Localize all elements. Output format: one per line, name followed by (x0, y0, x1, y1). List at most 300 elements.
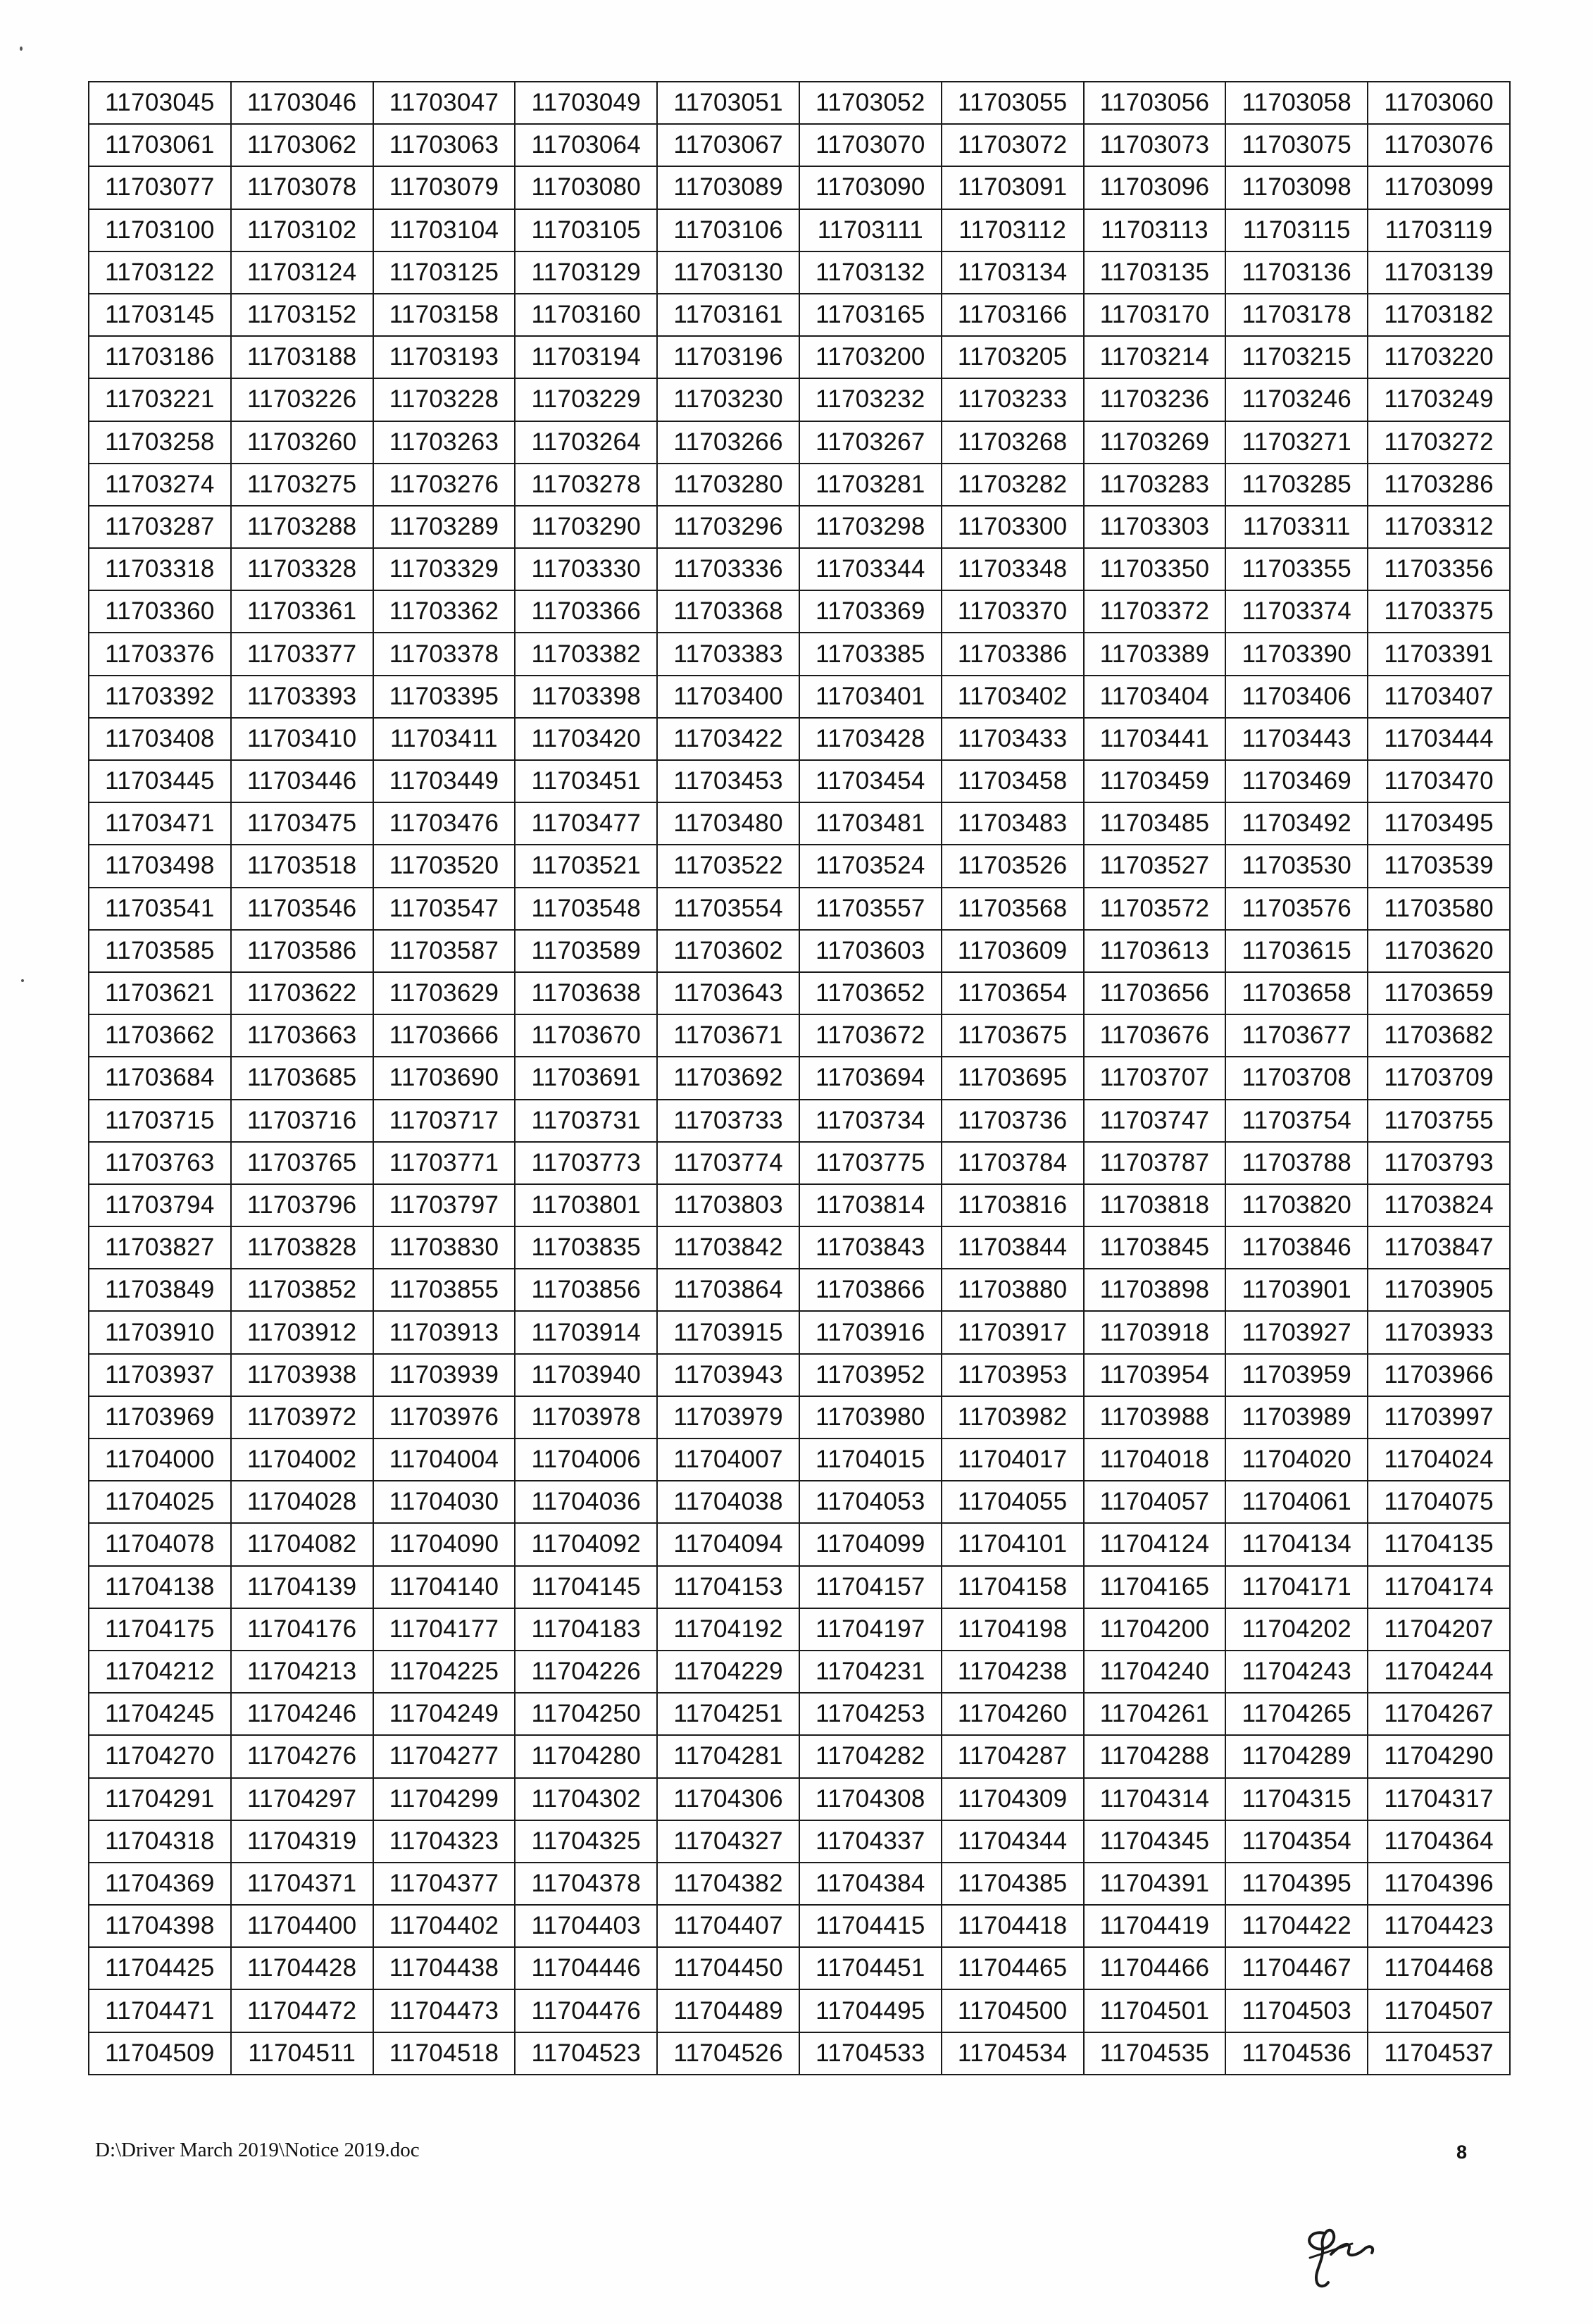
roll-number-cell: 11704402 (373, 1905, 516, 1947)
roll-number-cell: 11703585 (89, 930, 231, 972)
roll-number-cell: 11704004 (373, 1438, 516, 1481)
roll-number-cell: 11703047 (373, 82, 516, 124)
roll-number-cell: 11703898 (1084, 1269, 1226, 1311)
table-row (89, 930, 1510, 972)
roll-number-cell: 11703621 (89, 972, 231, 1014)
roll-number-cell: 11703658 (1225, 972, 1368, 1014)
table-row (89, 1269, 1510, 1311)
roll-number-cell: 11703129 (515, 251, 657, 294)
roll-number-cell: 11703386 (942, 633, 1084, 675)
roll-number-cell: 11703842 (657, 1226, 799, 1269)
roll-number-cell: 11703063 (373, 124, 516, 166)
roll-number-cell: 11704518 (373, 2032, 516, 2075)
roll-number-cell: 11703708 (1225, 1057, 1368, 1099)
roll-number-cell: 11703096 (1084, 166, 1226, 209)
roll-number-cell: 11703797 (373, 1184, 516, 1226)
roll-number-cell: 11704061 (1225, 1481, 1368, 1523)
roll-number-cell: 11703609 (942, 930, 1084, 972)
roll-number-cell: 11703731 (515, 1100, 657, 1142)
roll-number-cell: 11704489 (657, 1989, 799, 2032)
roll-number-cell: 11703296 (657, 506, 799, 548)
roll-number-cell: 11703445 (89, 760, 231, 802)
roll-number-cell: 11704226 (515, 1651, 657, 1693)
roll-number-cell: 11703638 (515, 972, 657, 1014)
roll-number-cell: 11704101 (942, 1523, 1084, 1565)
roll-number-cell: 11704318 (89, 1820, 231, 1863)
roll-number-cell: 11703676 (1084, 1014, 1226, 1057)
roll-number-cell: 11704261 (1084, 1693, 1226, 1735)
roll-number-cell: 11703229 (515, 378, 657, 421)
roll-number-cell: 11704213 (231, 1651, 373, 1693)
roll-number-cell: 11704075 (1368, 1481, 1510, 1523)
roll-number-cell: 11703428 (799, 718, 942, 760)
roll-number-cell: 11703952 (799, 1354, 942, 1396)
roll-number-cell: 11704344 (942, 1820, 1084, 1863)
roll-number-cell: 11703125 (373, 251, 516, 294)
roll-number-cell: 11703230 (657, 378, 799, 421)
roll-number-cell: 11703080 (515, 166, 657, 209)
roll-number-cell: 11703794 (89, 1184, 231, 1226)
roll-number-cell: 11703077 (89, 166, 231, 209)
roll-number-cell: 11704511 (231, 2032, 373, 2075)
roll-number-cell: 11703100 (89, 209, 231, 251)
roll-number-cell: 11704099 (799, 1523, 942, 1565)
roll-number-cell: 11703182 (1368, 294, 1510, 336)
roll-number-cell: 11704382 (657, 1863, 799, 1905)
roll-number-cell: 11703530 (1225, 845, 1368, 887)
roll-number-cell: 11704327 (657, 1820, 799, 1863)
roll-number-cell: 11704225 (373, 1651, 516, 1693)
roll-number-cell: 11703311 (1225, 506, 1368, 548)
roll-number-cell: 11704467 (1225, 1947, 1368, 1989)
roll-number-cell: 11703518 (231, 845, 373, 887)
table-row (89, 421, 1510, 464)
roll-number-cell: 11703521 (515, 845, 657, 887)
roll-number-cell: 11704202 (1225, 1608, 1368, 1651)
roll-number-cell: 11703754 (1225, 1100, 1368, 1142)
roll-number-cell: 11704384 (799, 1863, 942, 1905)
roll-number-cell: 11703654 (942, 972, 1084, 1014)
roll-number-cell: 11704407 (657, 1905, 799, 1947)
roll-number-cell: 11703913 (373, 1311, 516, 1353)
roll-number-cell: 11703771 (373, 1142, 516, 1184)
roll-number-cell: 11703856 (515, 1269, 657, 1311)
roll-number-cell: 11703454 (799, 760, 942, 802)
roll-number-cell: 11703774 (657, 1142, 799, 1184)
roll-number-cell: 11704308 (799, 1778, 942, 1820)
roll-number-cell: 11703796 (231, 1184, 373, 1226)
roll-number-cell: 11703090 (799, 166, 942, 209)
roll-number-cell: 11703988 (1084, 1396, 1226, 1438)
roll-number-cell: 11703132 (799, 251, 942, 294)
roll-number-cell: 11703283 (1084, 464, 1226, 506)
roll-number-cell: 11704153 (657, 1566, 799, 1608)
roll-number-cell: 11704418 (942, 1905, 1084, 1947)
roll-number-cell: 11703940 (515, 1354, 657, 1396)
roll-number-cell: 11703290 (515, 506, 657, 548)
roll-number-cell: 11703186 (89, 336, 231, 378)
roll-number-cell: 11704537 (1368, 2032, 1510, 2075)
roll-number-cell: 11703615 (1225, 930, 1368, 972)
roll-number-cell: 11703784 (942, 1142, 1084, 1184)
roll-number-cell: 11704371 (231, 1863, 373, 1905)
roll-number-cell: 11703613 (1084, 930, 1226, 972)
roll-number-cell: 11703194 (515, 336, 657, 378)
roll-number-cell: 11703717 (373, 1100, 516, 1142)
roll-number-cell: 11703915 (657, 1311, 799, 1353)
roll-number-cell: 11703098 (1225, 166, 1368, 209)
table-row (89, 760, 1510, 802)
roll-number-cell: 11704176 (231, 1608, 373, 1651)
roll-number-cell: 11703546 (231, 888, 373, 930)
roll-number-cell: 11703982 (942, 1396, 1084, 1438)
roll-number-cell: 11703214 (1084, 336, 1226, 378)
roll-number-cell: 11703602 (657, 930, 799, 972)
roll-number-cell: 11703707 (1084, 1057, 1226, 1099)
roll-number-cell: 11704028 (231, 1481, 373, 1523)
roll-number-cell: 11703411 (373, 718, 516, 760)
roll-number-cell: 11703215 (1225, 336, 1368, 378)
roll-number-cell: 11704282 (799, 1735, 942, 1777)
roll-number-cell: 11703937 (89, 1354, 231, 1396)
table-row (89, 464, 1510, 506)
table-row (89, 845, 1510, 887)
roll-number-cell: 11704364 (1368, 1820, 1510, 1863)
roll-number-cell: 11704451 (799, 1947, 942, 1989)
roll-number-cell: 11704260 (942, 1693, 1084, 1735)
roll-number-cell: 11703830 (373, 1226, 516, 1269)
roll-number-cell: 11703282 (942, 464, 1084, 506)
roll-number-cell: 11703274 (89, 464, 231, 506)
roll-number-cell: 11704192 (657, 1608, 799, 1651)
roll-number-cell: 11703910 (89, 1311, 231, 1353)
roll-number-cell: 11703852 (231, 1269, 373, 1311)
roll-number-cell: 11703288 (231, 506, 373, 548)
roll-number-cell: 11703170 (1084, 294, 1226, 336)
roll-number-cell: 11704319 (231, 1820, 373, 1863)
roll-number-cell: 11703196 (657, 336, 799, 378)
table-row (89, 1142, 1510, 1184)
roll-number-cell: 11703846 (1225, 1226, 1368, 1269)
roll-number-cell: 11703070 (799, 124, 942, 166)
roll-number-cell: 11703152 (231, 294, 373, 336)
roll-number-cell: 11703112 (942, 209, 1084, 251)
table-row (89, 2032, 1510, 2075)
roll-number-cell: 11704082 (231, 1523, 373, 1565)
roll-number-cell: 11704419 (1084, 1905, 1226, 1947)
table-row (89, 209, 1510, 251)
roll-number-cell: 11703843 (799, 1226, 942, 1269)
roll-number-cell: 11703408 (89, 718, 231, 760)
roll-number-cell: 11703520 (373, 845, 516, 887)
roll-number-cell: 11704446 (515, 1947, 657, 1989)
roll-number-cell: 11703469 (1225, 760, 1368, 802)
roll-number-cell: 11704465 (942, 1947, 1084, 1989)
roll-number-cell: 11703969 (89, 1396, 231, 1438)
roll-number-cell: 11703589 (515, 930, 657, 972)
roll-number-cell: 11704092 (515, 1523, 657, 1565)
table-row (89, 888, 1510, 930)
roll-number-cell: 11704090 (373, 1523, 516, 1565)
roll-number-cell: 11703849 (89, 1269, 231, 1311)
roll-number-cell: 11703793 (1368, 1142, 1510, 1184)
roll-number-cell: 11703398 (515, 676, 657, 718)
table-row (89, 1693, 1510, 1735)
roll-number-cell: 11704006 (515, 1438, 657, 1481)
roll-number-cell: 11704535 (1084, 2032, 1226, 2075)
roll-number-cell: 11703356 (1368, 548, 1510, 590)
roll-number-cell: 11704053 (799, 1481, 942, 1523)
roll-number-cell: 11703278 (515, 464, 657, 506)
roll-number-cell: 11703816 (942, 1184, 1084, 1226)
roll-number-cell: 11704325 (515, 1820, 657, 1863)
roll-number-cell: 11704377 (373, 1863, 516, 1905)
roll-number-cell: 11703656 (1084, 972, 1226, 1014)
roll-number-cell: 11703765 (231, 1142, 373, 1184)
roll-number-cell: 11703368 (657, 590, 799, 633)
roll-number-cell: 11703264 (515, 421, 657, 464)
roll-number-cell: 11703370 (942, 590, 1084, 633)
roll-number-cell: 11704157 (799, 1566, 942, 1608)
roll-number-cell: 11703814 (799, 1184, 942, 1226)
roll-number-cell: 11703755 (1368, 1100, 1510, 1142)
table-row (89, 82, 1510, 124)
roll-number-cell: 11703328 (231, 548, 373, 590)
roll-number-cell: 11703692 (657, 1057, 799, 1099)
roll-number-cell: 11703775 (799, 1142, 942, 1184)
table-row (89, 1989, 1510, 2032)
roll-number-cell: 11704450 (657, 1947, 799, 1989)
roll-number-cell: 11704290 (1368, 1735, 1510, 1777)
roll-number-cell: 11704007 (657, 1438, 799, 1481)
roll-number-cell: 11703406 (1225, 676, 1368, 718)
table-row (89, 1396, 1510, 1438)
roll-number-cell: 11703801 (515, 1184, 657, 1226)
roll-number-cell: 11704138 (89, 1566, 231, 1608)
roll-number-cell: 11703603 (799, 930, 942, 972)
roll-number-cell: 11703067 (657, 124, 799, 166)
roll-number-cell: 11703471 (89, 802, 231, 845)
roll-number-cell: 11703953 (942, 1354, 1084, 1396)
roll-number-cell: 11703916 (799, 1311, 942, 1353)
roll-number-cell: 11703355 (1225, 548, 1368, 590)
roll-number-cell: 11704534 (942, 2032, 1084, 2075)
roll-number-cell: 11703401 (799, 676, 942, 718)
roll-number-cell: 11703972 (231, 1396, 373, 1438)
roll-number-cell: 11703061 (89, 124, 231, 166)
roll-number-cell: 11703236 (1084, 378, 1226, 421)
roll-number-cell: 11703959 (1225, 1354, 1368, 1396)
table-row (89, 1608, 1510, 1651)
roll-number-cell: 11703547 (373, 888, 516, 930)
roll-number-cell: 11704165 (1084, 1566, 1226, 1608)
table-row (89, 1057, 1510, 1099)
roll-number-cell: 11703336 (657, 548, 799, 590)
roll-number-cell: 11703541 (89, 888, 231, 930)
roll-number-cell: 11703576 (1225, 888, 1368, 930)
roll-number-cell: 11703404 (1084, 676, 1226, 718)
roll-number-cell: 11704030 (373, 1481, 516, 1523)
roll-number-cell: 11704438 (373, 1947, 516, 1989)
roll-number-cell: 11703161 (657, 294, 799, 336)
roll-number-cell: 11704472 (231, 1989, 373, 2032)
roll-number-cell: 11703395 (373, 676, 516, 718)
roll-number-cell: 11703927 (1225, 1311, 1368, 1353)
roll-number-cell: 11703682 (1368, 1014, 1510, 1057)
table-row (89, 124, 1510, 166)
roll-number-cell: 11703268 (942, 421, 1084, 464)
table-row (89, 718, 1510, 760)
roll-number-cell: 11704309 (942, 1778, 1084, 1820)
roll-number-cell: 11704078 (89, 1523, 231, 1565)
roll-number-cell: 11703420 (515, 718, 657, 760)
roll-number-cell: 11703330 (515, 548, 657, 590)
roll-number-cell: 11703275 (231, 464, 373, 506)
roll-number-cell: 11704171 (1225, 1566, 1368, 1608)
roll-number-cell: 11704526 (657, 2032, 799, 2075)
roll-number-cell: 11703734 (799, 1100, 942, 1142)
roll-number-cell: 11703943 (657, 1354, 799, 1396)
roll-number-cell: 11703165 (799, 294, 942, 336)
table-row (89, 1735, 1510, 1777)
roll-number-cell: 11703864 (657, 1269, 799, 1311)
roll-number-cell: 11703572 (1084, 888, 1226, 930)
roll-number-cell: 11703221 (89, 378, 231, 421)
roll-number-cell: 11703446 (231, 760, 373, 802)
roll-number-cell: 11703376 (89, 633, 231, 675)
roll-number-cell: 11704025 (89, 1481, 231, 1523)
roll-number-cell: 11704400 (231, 1905, 373, 1947)
roll-number-cell: 11704428 (231, 1947, 373, 1989)
roll-number-cell: 11703444 (1368, 718, 1510, 760)
roll-number-cell: 11703672 (799, 1014, 942, 1057)
roll-number-cell: 11703267 (799, 421, 942, 464)
roll-number-cell: 11704378 (515, 1863, 657, 1905)
roll-number-cell: 11703694 (799, 1057, 942, 1099)
roll-number-cell: 11703997 (1368, 1396, 1510, 1438)
roll-number-cell: 11703046 (231, 82, 373, 124)
roll-number-cell: 11704323 (373, 1820, 516, 1863)
roll-number-cell: 11703554 (657, 888, 799, 930)
roll-number-cell: 11703102 (231, 209, 373, 251)
roll-number-cell: 11703905 (1368, 1269, 1510, 1311)
roll-number-cell: 11704299 (373, 1778, 516, 1820)
roll-number-cell: 11703459 (1084, 760, 1226, 802)
roll-number-cell: 11703350 (1084, 548, 1226, 590)
roll-number-cell: 11704422 (1225, 1905, 1368, 1947)
roll-number-cell: 11703060 (1368, 82, 1510, 124)
table-row (89, 1566, 1510, 1608)
roll-number-cell: 11704267 (1368, 1693, 1510, 1735)
roll-number-cell: 11704015 (799, 1438, 942, 1481)
roll-number-cell: 11703228 (373, 378, 516, 421)
roll-number-cell: 11703652 (799, 972, 942, 1014)
roll-number-cell: 11703079 (373, 166, 516, 209)
roll-number-cell: 11703122 (89, 251, 231, 294)
roll-number-cell: 11703113 (1084, 209, 1226, 251)
roll-number-cell: 11704289 (1225, 1735, 1368, 1777)
roll-number-cell: 11703824 (1368, 1184, 1510, 1226)
roll-number-cell: 11704468 (1368, 1947, 1510, 1989)
roll-number-cell: 11703303 (1084, 506, 1226, 548)
roll-number-cell: 11704124 (1084, 1523, 1226, 1565)
roll-number-cell: 11703954 (1084, 1354, 1226, 1396)
roll-number-cell: 11703580 (1368, 888, 1510, 930)
roll-number-cell: 11703266 (657, 421, 799, 464)
roll-number-cell: 11704533 (799, 2032, 942, 2075)
roll-number-cell: 11703684 (89, 1057, 231, 1099)
roll-number-cell: 11703402 (942, 676, 1084, 718)
roll-number-cell: 11703763 (89, 1142, 231, 1184)
roll-number-cell: 11704198 (942, 1608, 1084, 1651)
footer-file-path: D:\Driver March 2019\Notice 2019.doc (95, 2139, 420, 2161)
roll-number-cell: 11703105 (515, 209, 657, 251)
roll-number-cell: 11703193 (373, 336, 516, 378)
roll-number-cell: 11704369 (89, 1863, 231, 1905)
table-row (89, 972, 1510, 1014)
roll-number-cell: 11704245 (89, 1693, 231, 1735)
roll-number-cell: 11703389 (1084, 633, 1226, 675)
roll-number-cell: 11703803 (657, 1184, 799, 1226)
roll-number-cell: 11703691 (515, 1057, 657, 1099)
roll-number-cell: 11703443 (1225, 718, 1368, 760)
roll-number-cell: 11703675 (942, 1014, 1084, 1057)
roll-number-cell: 11703260 (231, 421, 373, 464)
roll-number-cell: 11704425 (89, 1947, 231, 1989)
roll-number-cell: 11704246 (231, 1693, 373, 1735)
roll-number-cell: 11703374 (1225, 590, 1368, 633)
scan-speck (20, 46, 23, 51)
roll-number-cell: 11703130 (657, 251, 799, 294)
roll-number-cell: 11703269 (1084, 421, 1226, 464)
scan-speck (21, 979, 24, 982)
roll-number-cell: 11704024 (1368, 1438, 1510, 1481)
roll-number-cell: 11703587 (373, 930, 516, 972)
roll-number-cell: 11704018 (1084, 1438, 1226, 1481)
roll-number-cell: 11704306 (657, 1778, 799, 1820)
roll-number-cell: 11703449 (373, 760, 516, 802)
roll-number-cell: 11703348 (942, 548, 1084, 590)
table-row (89, 590, 1510, 633)
roll-number-cell: 11704476 (515, 1989, 657, 2032)
roll-number-cell: 11703716 (231, 1100, 373, 1142)
roll-number-cell: 11703124 (231, 251, 373, 294)
roll-number-cell: 11703912 (231, 1311, 373, 1353)
roll-number-cell: 11703422 (657, 718, 799, 760)
roll-number-cell: 11704038 (657, 1481, 799, 1523)
table-row (89, 633, 1510, 675)
roll-number-cell: 11704415 (799, 1905, 942, 1947)
roll-number-cell: 11704251 (657, 1693, 799, 1735)
roll-number-cell: 11704000 (89, 1438, 231, 1481)
roll-number-cell: 11704403 (515, 1905, 657, 1947)
roll-number-cell: 11703056 (1084, 82, 1226, 124)
table-row (89, 1184, 1510, 1226)
roll-number-cell: 11703855 (373, 1269, 516, 1311)
roll-number-cell: 11703361 (231, 590, 373, 633)
roll-number-cell: 11703372 (1084, 590, 1226, 633)
roll-number-cell: 11704175 (89, 1608, 231, 1651)
roll-number-cell: 11703866 (799, 1269, 942, 1311)
roll-number-cell: 11704396 (1368, 1863, 1510, 1905)
roll-number-cell: 11704337 (799, 1820, 942, 1863)
roll-number-cell: 11703481 (799, 802, 942, 845)
roll-number-cell: 11703845 (1084, 1226, 1226, 1269)
roll-number-cell: 11703939 (373, 1354, 516, 1396)
table-row (89, 166, 1510, 209)
roll-number-cell: 11703476 (373, 802, 516, 845)
roll-number-cell: 11704140 (373, 1566, 516, 1608)
